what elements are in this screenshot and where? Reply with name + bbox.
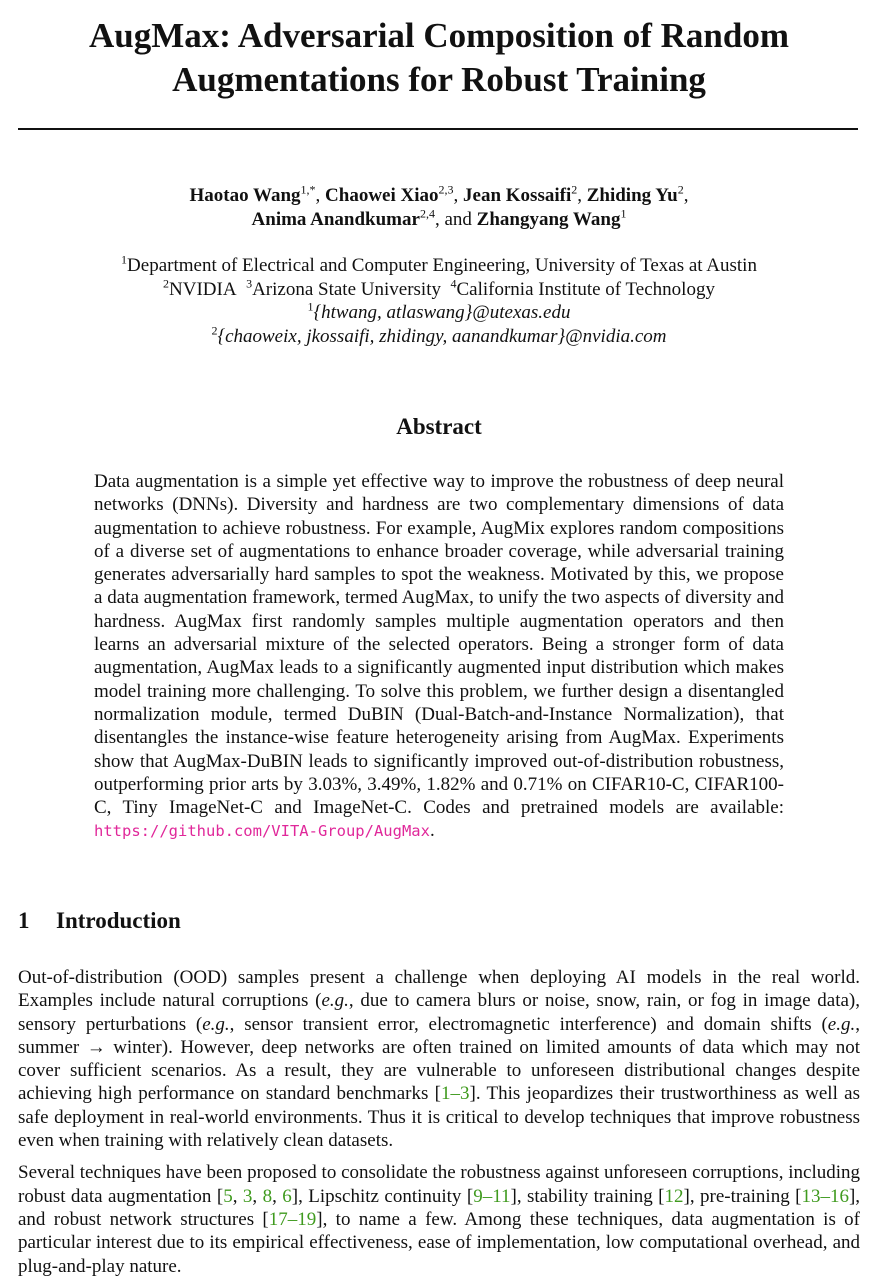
intro-body bbox=[18, 966, 860, 1287]
author-line-2 bbox=[0, 208, 878, 232]
abstract-text: Data augmentation is a simple yet effective way to improve the robustness of deep neural networks (DNNs). Diversity and hardness are two complementary dimensions of data augmentation to achieve robustness. For example, AugMix explores random compositions of a diverse set of augmentations to enhance broader coverage, while adversarial training generates adversarially hard samples to spot the weakness. Motivated by this, we propose a data augmentation framework, termed AugMax, to unify the two aspects of diversity and hardness. AugMax first randomly samples multiple augmentation operators and then learns an adversarial mixture of the selected operators. Being a stronger form of data augmentation, AugMax leads to a significantly augmented input distribution which makes model training more challenging. To solve this problem, we further design a disentangled normalization module, termed DuBIN (Dual-Batch-and-Instance Normalization), that disentangles the instance-wise feature heterogeneity arising from AugMax. Experiments show that AugMax-DuBIN leads to significantly improved out-of-distribution robustness, outperforming prior arts by 3.03%, 3.49%, 1.82% and 0.71% on CIFAR10-C, CIFAR100-C, Tiny ImageNet-C and ImageNet-C. Codes and pretrained models are available: bbox=[94, 471, 784, 819]
intro-paragraph-2 bbox=[18, 1161, 860, 1277]
section-title: Introduction bbox=[56, 908, 181, 933]
affil-mark: 1 bbox=[307, 299, 314, 314]
affil-mark: 3 bbox=[246, 276, 253, 291]
paper-title bbox=[0, 14, 878, 102]
text-run: , sensor transient error, electromagnetic interference) and domain shifts ( bbox=[229, 1013, 828, 1035]
email-text: {chaoweix, jkossaifi, zhidingy, aanandkumar}@nvidia.com bbox=[217, 325, 667, 347]
author-name: Zhiding Yu bbox=[586, 185, 678, 206]
citation-link[interactable]: 3 bbox=[460, 1083, 470, 1105]
email-text: {htwang, atlaswang}@utexas.edu bbox=[313, 302, 571, 323]
affiliation-text: Arizona State University bbox=[252, 278, 441, 300]
text-run: Several techniques have been proposed to consolidate the robustness against unforeseen corruptions, including robust data augmentation [ bbox=[18, 1162, 860, 1207]
text-run: ], to name a few. Among these techniques, data augmentation is of particular interest due to its empirical effectiveness, ease of implementation, low computational overhead, and plug-and-play nature. bbox=[18, 1208, 861, 1277]
title-line-2: Augmentations for Robust Training bbox=[172, 60, 706, 99]
author-conjunction: , and bbox=[434, 209, 477, 230]
citation-link[interactable]: 3 bbox=[242, 1185, 253, 1207]
author-name: Haotao Wang bbox=[189, 185, 301, 206]
abstract-end: . bbox=[429, 820, 435, 842]
author-affil-mark: 2,4 bbox=[419, 206, 435, 221]
citation-dash: – bbox=[482, 1185, 493, 1207]
text-run: , bbox=[232, 1185, 243, 1207]
text-run: , summer → winter). However, deep networks are often trained on limited amounts of data which may not cover sufficient scenarios. As a result, they are vulnerable to unforeseen distributional changes despite achieving high performance on standard benchmarks [ bbox=[18, 1013, 860, 1105]
email-line-2 bbox=[0, 325, 878, 349]
text-run: , bbox=[272, 1185, 283, 1207]
text-run: ], pre-training [ bbox=[683, 1185, 802, 1207]
citation-link[interactable]: 13 bbox=[801, 1185, 821, 1207]
author-name: Anima Anandkumar bbox=[251, 209, 420, 230]
citation-link[interactable]: 6 bbox=[282, 1185, 292, 1207]
text-run: ], Lipschitz continuity [ bbox=[291, 1185, 474, 1207]
affiliation-text: NVIDIA bbox=[169, 278, 237, 300]
author-line-1: Haotao Wang$^{1,*}$, Chaowei Xiao$^{2,3}$, Jean Kossaifi$^2$, Zhiding Yu$^2$, bbox=[189, 182, 689, 206]
text-run: ], stability training [ bbox=[510, 1185, 665, 1207]
intro-paragraph-1 bbox=[18, 966, 860, 1152]
affil-mark: 1 bbox=[121, 252, 128, 267]
abstract-heading: Abstract bbox=[396, 414, 482, 439]
citation-link[interactable]: 12 bbox=[664, 1185, 684, 1207]
text-run: e.g. bbox=[202, 1013, 230, 1035]
text-run: ]. This jeopardizes their trustworthiness as well as safe deployment in real-world environments. Thus it is critical to develop techniques that improve robustness even when training with relatively clean datasets. bbox=[18, 1083, 860, 1152]
affiliation-text: Department of Electrical and Computer Engineering, University of Texas at Austin bbox=[127, 255, 757, 276]
affiliation-line-1 bbox=[0, 254, 878, 278]
title-line-1: AugMax: Adversarial Composition of Random bbox=[88, 16, 790, 55]
text-run: , due to camera blurs or noise, snow, rain, or fog in image data), sensory perturbations ( bbox=[18, 990, 861, 1035]
citation-link[interactable]: 11 bbox=[492, 1185, 511, 1207]
text-run: e.g. bbox=[321, 990, 349, 1012]
author-name: Jean Kossaifi bbox=[463, 185, 572, 206]
affil-mark: 4 bbox=[450, 276, 457, 291]
text-run: Out-of-distribution (OOD) samples present a challenge when deploying AI models in the real world. Examples include natural corruptions ( bbox=[18, 967, 860, 1012]
citation-dash: – bbox=[450, 1083, 460, 1105]
citation-link[interactable]: 9 bbox=[473, 1185, 483, 1207]
section-heading bbox=[18, 908, 181, 934]
affil-mark: 2 bbox=[211, 323, 218, 338]
author-name: Chaowei Xiao bbox=[325, 185, 439, 206]
citation-link[interactable]: 16 bbox=[829, 1185, 849, 1207]
author-affil-mark: 2 bbox=[677, 182, 684, 197]
author-affil-mark: 2,3 bbox=[438, 182, 454, 197]
text-run: ], and robust network structures [ bbox=[18, 1185, 861, 1230]
citation-link[interactable]: 1 bbox=[441, 1083, 451, 1105]
text-run: , bbox=[252, 1185, 263, 1207]
section-number: 1 bbox=[18, 908, 30, 933]
email-line-1 bbox=[0, 301, 878, 325]
author-affil-mark: 1,* bbox=[300, 182, 316, 197]
citation-dash: – bbox=[287, 1208, 298, 1230]
citation-link[interactable]: 5 bbox=[223, 1185, 233, 1207]
citation-dash: – bbox=[820, 1185, 830, 1207]
affiliations bbox=[0, 254, 878, 348]
citation-link[interactable]: 17 bbox=[268, 1208, 288, 1230]
citation-link[interactable]: 8 bbox=[262, 1185, 273, 1207]
author-affil-mark: 2 bbox=[571, 182, 578, 197]
author-name: Zhangyang Wang bbox=[476, 209, 621, 230]
affil-mark: 2 bbox=[163, 276, 170, 291]
affiliation-text: California Institute of Technology bbox=[456, 278, 715, 300]
text-run: e.g. bbox=[827, 1013, 856, 1035]
citation-link[interactable]: 19 bbox=[297, 1208, 317, 1230]
abstract-body bbox=[94, 470, 784, 844]
code-link[interactable]: https://github.com/VITA-Group/AugMax bbox=[94, 822, 430, 841]
author-affil-mark: 1 bbox=[620, 206, 627, 221]
title-rule bbox=[18, 128, 858, 130]
affiliation-line-2 bbox=[0, 278, 878, 302]
author-list bbox=[0, 184, 878, 232]
